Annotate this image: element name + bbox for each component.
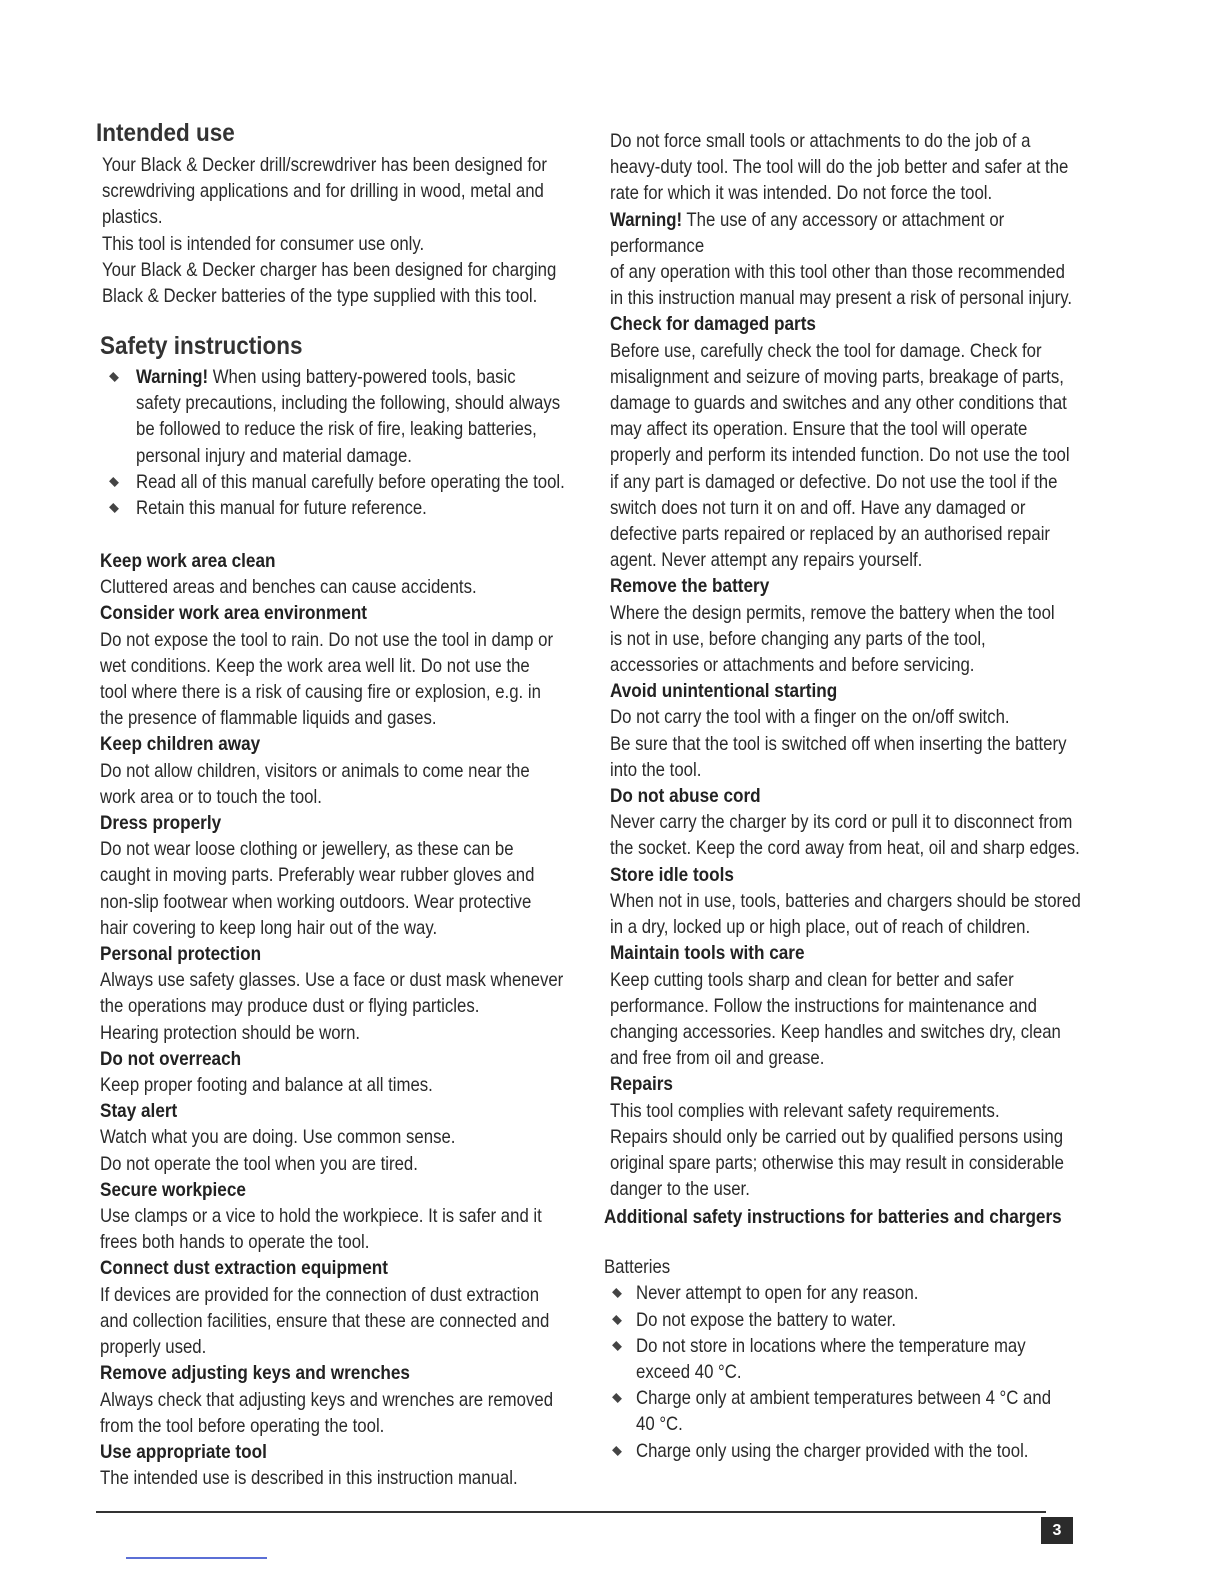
rule-text: properly used. bbox=[100, 1336, 207, 1359]
rule-heading: Remove adjusting keys and wrenches bbox=[100, 1362, 410, 1385]
rule-text: work area or to touch the tool. bbox=[100, 785, 322, 808]
rule-text: and free from oil and grease. bbox=[610, 1047, 825, 1070]
diamond-bullet-icon bbox=[612, 1288, 622, 1298]
additional-safety-section bbox=[604, 1204, 1084, 1464]
diamond-bullet-icon bbox=[612, 1341, 622, 1351]
rule-text: agent. Never attempt any repairs yourself. bbox=[610, 549, 923, 572]
section-title: Safety instructions bbox=[100, 332, 303, 360]
rule-text: the presence of flammable liquids and gases. bbox=[100, 707, 437, 730]
list-item: Charge only using the charger provided with the tool. bbox=[604, 1438, 1084, 1464]
rule-heading: Do not abuse cord bbox=[610, 785, 761, 808]
warning-text: The use of any accessory or attachment or performance bbox=[610, 208, 1005, 257]
rule-text: is not in use, before changing any parts of the tool, bbox=[610, 627, 986, 650]
rule-heading: Keep work area clean bbox=[100, 550, 276, 572]
rule-text: may affect its operation. Ensure that the tool will operate bbox=[610, 418, 1028, 441]
rule-text: into the tool. bbox=[610, 758, 702, 781]
paragraph-line: heavy-duty tool. The tool will do the job better and safer at the bbox=[610, 156, 1069, 179]
rule-heading: Do not overreach bbox=[100, 1047, 242, 1070]
rule-text: and collection facilities, ensure that these are connected and bbox=[100, 1309, 550, 1332]
rule-text: Hearing protection should be worn. bbox=[100, 1021, 361, 1044]
rule-text: Before use, carefully check the tool for damage. Check for bbox=[610, 339, 1042, 362]
rule-section bbox=[100, 810, 586, 941]
rule-section bbox=[610, 940, 1084, 1071]
paragraph-line: This tool is intended for consumer use only. bbox=[102, 232, 425, 255]
rule-text: danger to the user. bbox=[610, 1178, 750, 1201]
footer-underline bbox=[126, 1557, 267, 1559]
rule-section bbox=[610, 311, 1084, 573]
list-item: Retain this manual for future reference. bbox=[100, 495, 586, 521]
rule-text: This tool complies with relevant safety requirements. bbox=[610, 1099, 1000, 1122]
rule-text: wet conditions. Keep the work area well lit. Do not use the bbox=[100, 654, 530, 677]
warning-text: be followed to reduce the risk of fire, leaking batteries, bbox=[136, 418, 537, 441]
rule-section bbox=[100, 1046, 586, 1098]
warning-text: When using battery-powered tools, basic bbox=[212, 366, 516, 388]
rule-section bbox=[610, 862, 1084, 941]
section-title: Intended use bbox=[96, 119, 235, 147]
intended-use-section bbox=[96, 118, 586, 308]
page-number-badge: 3 bbox=[1041, 1517, 1073, 1544]
warning-text: in this instruction manual may present a risk of personal injury. bbox=[610, 287, 1073, 310]
warning-bullet bbox=[100, 364, 586, 469]
rule-text: Where the design permits, remove the battery when the tool bbox=[610, 601, 1055, 624]
rule-text: Keep proper footing and balance at all times. bbox=[100, 1074, 433, 1097]
rule-section bbox=[100, 731, 586, 810]
rule-text: from the tool before operating the tool. bbox=[100, 1414, 385, 1437]
rule-section bbox=[100, 600, 586, 731]
subheading: Batteries bbox=[604, 1256, 671, 1279]
rule-heading: Keep children away bbox=[100, 733, 261, 756]
rule-heading: Secure workpiece bbox=[100, 1178, 246, 1201]
paragraph-line: screwdriving applications and for drilling in wood, metal and bbox=[102, 180, 544, 203]
list-item: Do not expose the battery to water. bbox=[604, 1307, 1084, 1333]
rule-text: caught in moving parts. Preferably wear rubber gloves and bbox=[100, 864, 535, 887]
rule-text: Do not operate the tool when you are tired. bbox=[100, 1152, 418, 1175]
list-item: Never attempt to open for any reason. bbox=[604, 1280, 1084, 1306]
rule-text: Repairs should only be carried out by qualified persons using bbox=[610, 1125, 1064, 1148]
rule-heading: Consider work area environment bbox=[100, 602, 368, 625]
paragraph-line: Your Black & Decker drill/screwdriver has been designed for bbox=[102, 154, 547, 176]
warning-text: personal injury and material damage. bbox=[136, 444, 412, 467]
rule-section bbox=[100, 1098, 586, 1177]
rule-text: Cluttered areas and benches can cause accidents. bbox=[100, 576, 477, 599]
rule-text: Always check that adjusting keys and wrenches are removed bbox=[100, 1388, 554, 1411]
rule-section bbox=[100, 941, 586, 1046]
warning-text: of any operation with this tool other than those recommended bbox=[610, 261, 1065, 284]
rule-text: in a dry, locked up or high place, out of reach of children. bbox=[610, 916, 1031, 939]
rule-heading: Maintain tools with care bbox=[610, 942, 805, 965]
rule-section bbox=[610, 1071, 1084, 1202]
rule-text: Watch what you are doing. Use common sense. bbox=[100, 1126, 456, 1149]
rule-text: switch does not turn it on and off. Have any damaged or bbox=[610, 496, 1026, 519]
rule-section bbox=[100, 1177, 586, 1256]
paragraph-line: plastics. bbox=[102, 206, 163, 229]
rule-section bbox=[610, 678, 1084, 783]
diamond-bullet-icon bbox=[109, 372, 119, 382]
list-item: Charge only at ambient temperatures between 4 °C and 40 °C. bbox=[604, 1385, 1084, 1437]
rule-heading: Remove the battery bbox=[610, 575, 770, 598]
diamond-bullet-icon bbox=[612, 1393, 622, 1403]
rule-text: Do not carry the tool with a finger on the on/off switch. bbox=[610, 706, 1010, 729]
rule-section bbox=[100, 1255, 586, 1360]
paragraph-line: Do not force small tools or attachments to do the job of a bbox=[610, 130, 1031, 152]
rule-text: performance. Follow the instructions for maintenance and bbox=[610, 994, 1037, 1017]
rule-section bbox=[610, 573, 1084, 678]
rule-heading: Connect dust extraction equipment bbox=[100, 1257, 388, 1280]
rule-text: non-slip footwear when working outdoors. Wear protective bbox=[100, 890, 532, 913]
diamond-bullet-icon bbox=[109, 477, 119, 487]
rule-text: Do not allow children, visitors or animals to come near the bbox=[100, 759, 530, 782]
diamond-bullet-icon bbox=[109, 503, 119, 513]
paragraph-line: Your Black & Decker charger has been designed for charging bbox=[102, 258, 557, 281]
rule-section bbox=[100, 1360, 586, 1439]
rule-text: the operations may produce dust or flying particles. bbox=[100, 995, 480, 1018]
rule-heading: Stay alert bbox=[100, 1100, 178, 1123]
rule-text: properly and perform its intended function. Do not use the tool bbox=[610, 444, 1070, 467]
warning-text: safety precautions, including the following, should always bbox=[136, 392, 561, 415]
rule-section bbox=[610, 783, 1084, 862]
rule-text: Never carry the charger by its cord or pull it to disconnect from bbox=[610, 811, 1073, 834]
rule-text: tool where there is a risk of causing fire or explosion, e.g. in bbox=[100, 681, 541, 704]
rule-text: Keep cutting tools sharp and clean for better and safer bbox=[610, 968, 1014, 991]
warning-label: Warning! bbox=[136, 366, 209, 388]
rule-text: The intended use is described in this instruction manual. bbox=[100, 1467, 518, 1490]
rule-text: If devices are provided for the connection of dust extraction bbox=[100, 1283, 540, 1306]
rule-heading: Repairs bbox=[610, 1073, 673, 1096]
right-column-content bbox=[610, 128, 1084, 1202]
rule-heading: Avoid unintentional starting bbox=[610, 680, 838, 703]
rule-text: When not in use, tools, batteries and chargers should be stored bbox=[610, 889, 1081, 912]
rule-text: Do not wear loose clothing or jewellery, as these can be bbox=[100, 838, 514, 861]
safety-rules-list bbox=[100, 548, 586, 1491]
rule-text: misalignment and seizure of moving parts, breakage of parts, bbox=[610, 365, 1064, 388]
paragraph-line: rate for which it was intended. Do not force the tool. bbox=[610, 182, 993, 205]
rule-heading: Check for damaged parts bbox=[610, 313, 816, 336]
rule-text: if any part is damaged or defective. Do not use the tool if the bbox=[610, 470, 1058, 493]
warning-label: Warning! bbox=[610, 208, 683, 231]
rule-text: Be sure that the tool is switched off when inserting the battery bbox=[610, 732, 1067, 755]
rule-text: changing accessories. Keep handles and switches dry, clean bbox=[610, 1020, 1061, 1043]
rule-text: the socket. Keep the cord away from heat, oil and sharp edges. bbox=[610, 837, 1080, 860]
rule-section bbox=[100, 548, 586, 600]
section-heading: Additional safety instructions for batteries and chargers bbox=[604, 1206, 1062, 1228]
rule-text: hair covering to keep long hair out of the way. bbox=[100, 916, 438, 939]
rule-heading: Store idle tools bbox=[610, 863, 734, 886]
list-item: Do not store in locations where the temperature may exceed 40 °C. bbox=[604, 1333, 1084, 1385]
rule-heading: Use appropriate tool bbox=[100, 1440, 267, 1463]
rule-heading: Personal protection bbox=[100, 943, 262, 966]
paragraph-line: Black & Decker batteries of the type supplied with this tool. bbox=[102, 285, 538, 308]
diamond-bullet-icon bbox=[612, 1446, 622, 1456]
rule-text: Use clamps or a vice to hold the workpiece. It is safer and it bbox=[100, 1205, 542, 1228]
rule-text: accessories or attachments and before servicing. bbox=[610, 654, 975, 677]
safety-instructions-section bbox=[100, 331, 586, 520]
rule-text: Always use safety glasses. Use a face or dust mask whenever bbox=[100, 969, 564, 992]
rule-text: original spare parts; otherwise this may result in considerable bbox=[610, 1151, 1064, 1174]
rule-text: damage to guards and switches and any other conditions that bbox=[610, 392, 1067, 415]
footer-rule bbox=[96, 1511, 1046, 1513]
diamond-bullet-icon bbox=[612, 1315, 622, 1325]
rule-heading: Dress properly bbox=[100, 812, 222, 835]
rule-section bbox=[100, 1439, 586, 1491]
list-item: Read all of this manual carefully before operating the tool. bbox=[100, 469, 586, 495]
rule-text: frees both hands to operate the tool. bbox=[100, 1231, 370, 1254]
rule-text: Do not expose the tool to rain. Do not use the tool in damp or bbox=[100, 628, 554, 651]
rule-text: defective parts repaired or replaced by an authorised repair bbox=[610, 523, 1051, 546]
